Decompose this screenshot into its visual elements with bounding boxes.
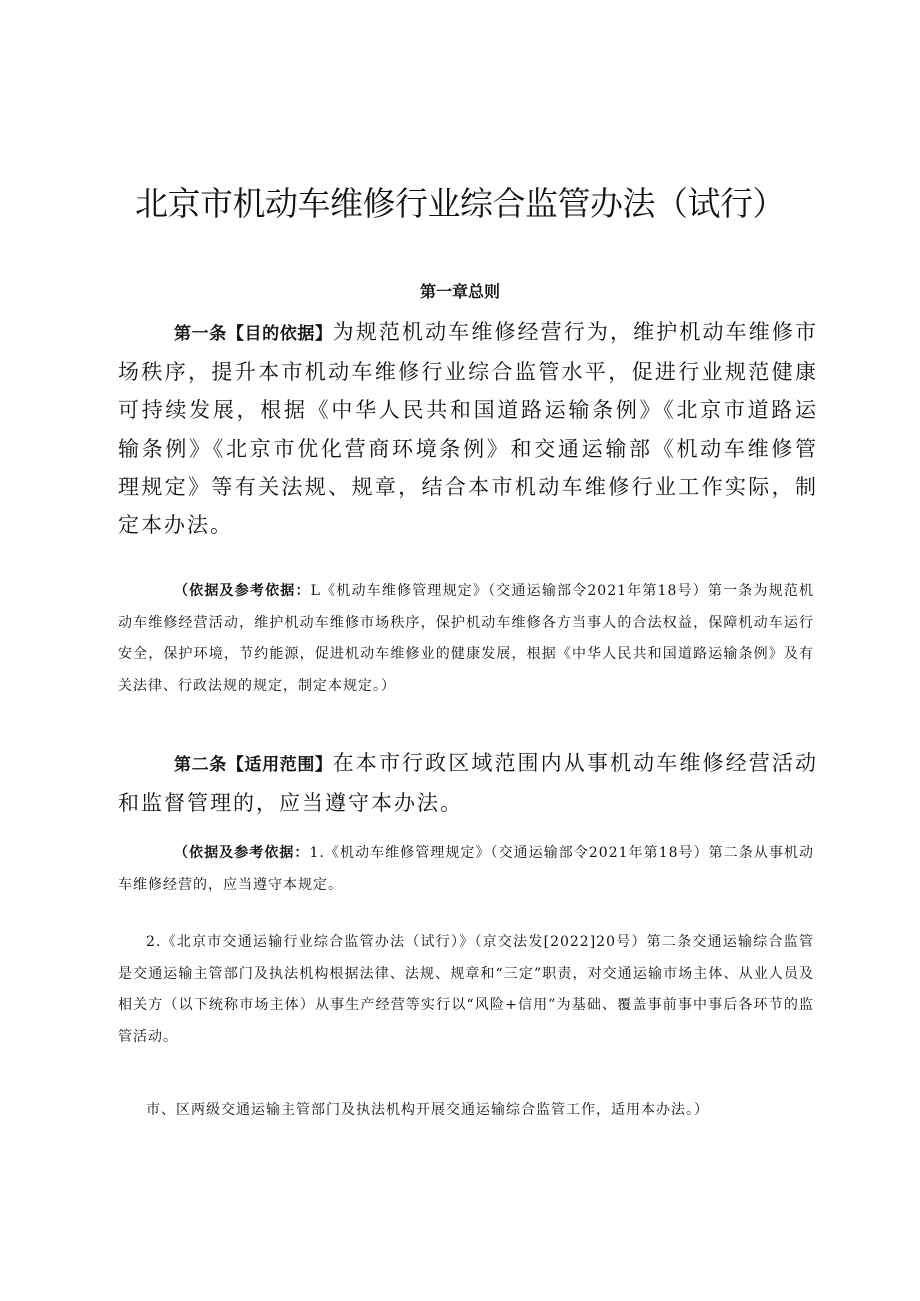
article-1 bbox=[118, 313, 818, 544]
reference-body: 1.《机动车维修管理规定》（交通运输部令2021年第18号）第二条从事机动车维修经营的，应当遵守本规定。 bbox=[118, 845, 814, 893]
article-2-heading: 第二条【适用范围】 bbox=[174, 755, 333, 775]
article-1-body: 为规范机动车维修经营行为，维护机动车维修市场秩序，提升本市机动车维修行业综合监管水平，促进行业规范健康可持续发展，根据《中华人民共和国道路运输条例》《北京市道路运输条例》《北京市优化营商环境条例》和交通运输部《机动车维修管理规定》等有关法规、规章，结合本市机动车维修行业工作实际，制定本办法。 bbox=[118, 320, 819, 538]
article-2 bbox=[118, 744, 818, 822]
reference-body: L《机动车维修管理规定》（交通运输部令2021年第18号）第一条为规范机动车维修经营活动，维护机动车维修市场秩序，保护机动车维修各方当事人的合法权益，保障机动车运行安全，保护环境，节约能源，促进机动车维修业的健康发展，根据《中华人民共和国道路运输条例》及有关法律、行政法规的规定，制定本规定。） bbox=[118, 583, 814, 694]
article-2-reference-item-2: 2.《北京市交通运输行业综合监管办法（试行）》（京交法发[2022]20号）第二条交通运输综合监管是交通运输主管部门及执法机构根据法律、法规、规章和“三定”职责，对交通运输市场主体、从业人员及相关方（以下统称市场主体）从事生产经营等实行以“风险+信用”为基础、覆盖事前事中事后各环节的监管活动。 bbox=[118, 934, 814, 1045]
article-2-reference-closing: 市、区两级交通运输主管部门及执法机构开展交通运输综合监管工作，适用本办法。） bbox=[146, 1102, 709, 1118]
article-1-heading: 第一条【目的依据】 bbox=[174, 324, 333, 344]
article-2-reference-note bbox=[118, 838, 814, 901]
article-1-reference-note bbox=[118, 576, 814, 702]
chapter-heading: 第一章总则 bbox=[419, 282, 500, 301]
document-title: 北京市机动车维修行业综合监管办法（试行） bbox=[135, 184, 785, 223]
reference-label: （依据及参考依据： bbox=[174, 845, 310, 861]
reference-label: （依据及参考依据： bbox=[174, 583, 311, 599]
article-2-body: 在本市行政区域范围内从事机动车维修经营活动和监督管理的，应当遵守本办法。 bbox=[118, 751, 819, 816]
